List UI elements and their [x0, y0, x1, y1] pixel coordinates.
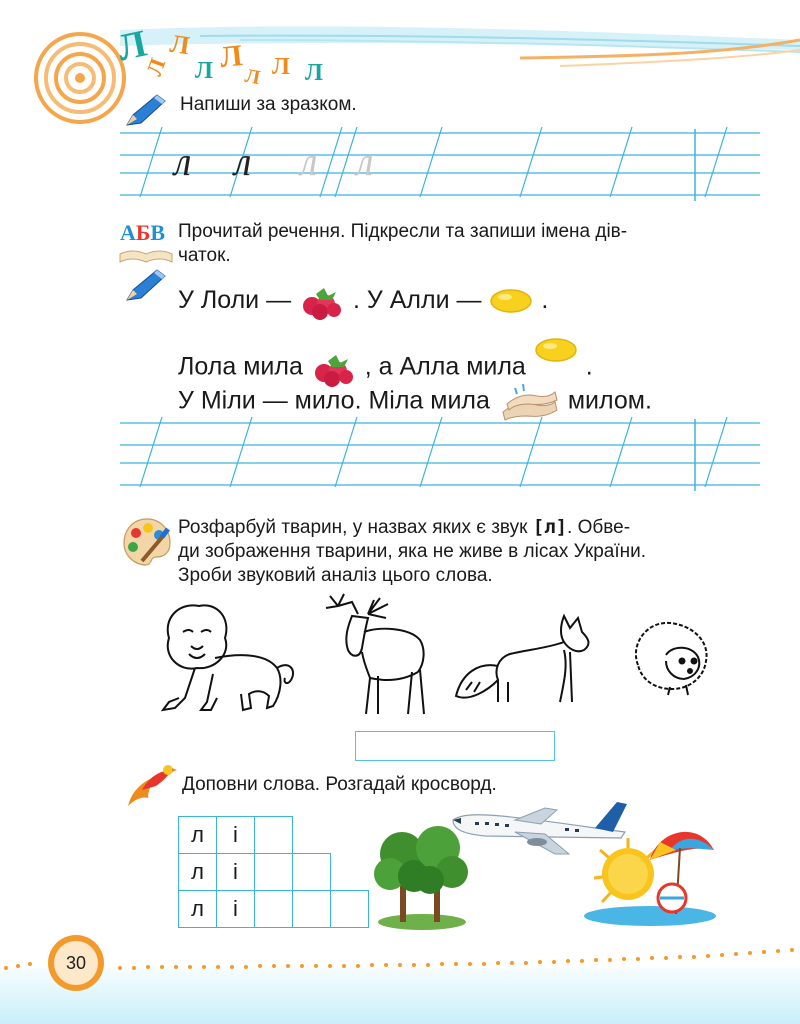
handwriting-lines-2 — [120, 415, 760, 495]
task1-instruction: Напиши за зразком. — [180, 94, 357, 115]
page-number-badge — [48, 935, 104, 991]
sample-letters — [170, 138, 410, 184]
crossword-empty — [293, 817, 331, 854]
raspberry-icon — [310, 353, 358, 383]
lemon-icon — [488, 286, 534, 316]
crossword-cell: л — [179, 891, 217, 928]
lemon-icon — [533, 335, 579, 365]
sentence-2-part-3: . — [585, 352, 593, 381]
page-number: 30 — [54, 941, 98, 985]
moose-image[interactable] — [308, 592, 448, 717]
crossword-cell[interactable] — [293, 854, 331, 891]
crossword-cell: л — [179, 817, 217, 854]
task3-line2: ди зображення тварини, яка не живе в лісах України. — [178, 541, 646, 562]
task3-instruction — [178, 515, 758, 588]
deco-letter: Л — [272, 54, 290, 80]
task3-line1 — [178, 515, 758, 540]
sample-letter: л — [234, 139, 252, 184]
crossword-row — [179, 891, 369, 928]
task2-instruction-line1: Прочитай речення. Підкресли та запиши імена дів- — [178, 221, 628, 242]
task3-line1-b: . Обве- — [567, 517, 631, 538]
sentence-2 — [178, 335, 593, 383]
task3-line3: Зроби звуковий аналіз цього слова. — [178, 565, 493, 586]
sentence-1-part-1: У Лоли — — [178, 286, 292, 314]
palette-icon — [120, 515, 174, 569]
footer-dots — [0, 940, 800, 980]
deco-letter: Л — [113, 22, 151, 70]
crossword-row — [179, 854, 369, 891]
firebird-icon — [122, 760, 178, 810]
sound-label: [л] — [532, 516, 568, 538]
sentence-3-part-1: У Міли — мило. Міла мила — [178, 386, 490, 415]
crossword-row — [179, 817, 369, 854]
crossword-cell: і — [217, 817, 255, 854]
crossword-cell[interactable] — [331, 891, 369, 928]
crossword — [178, 816, 369, 928]
spiral-icon — [30, 28, 130, 128]
raspberry-icon — [298, 286, 346, 316]
sentence-2-part-1: Лола мила — [178, 352, 303, 381]
crossword-cell[interactable] — [293, 891, 331, 928]
crossword-cell[interactable] — [255, 854, 293, 891]
sentence-2-part-2: , а Алла мила — [364, 352, 526, 381]
pen-icon — [123, 268, 167, 304]
task4-instruction: Доповни слова. Розгадай кросворд. — [182, 774, 497, 795]
crossword-cell[interactable] — [255, 817, 293, 854]
crossword-grid — [178, 816, 369, 928]
task2-instruction — [178, 220, 738, 268]
sun-umbrella-image — [580, 820, 720, 928]
hedgehog-image[interactable] — [626, 615, 716, 700]
crossword-cell: л — [179, 854, 217, 891]
crossword-cell: і — [217, 854, 255, 891]
crossword-cell: і — [217, 891, 255, 928]
icon-letters: АБВ — [120, 220, 166, 245]
crossword-empty — [331, 854, 369, 891]
sample-letter-trace: л — [300, 139, 318, 184]
sentence-1-part-3: . — [541, 286, 549, 314]
deco-letter: Л — [305, 60, 323, 86]
task3-line1-a: Розфарбуй тварин, у назвах яких є звук — [178, 517, 533, 538]
sentence-1-part-2: . У Алли — — [353, 286, 482, 314]
sentence-1 — [178, 285, 548, 316]
deco-letter: Л — [141, 54, 171, 79]
deco-letter: Л — [243, 64, 262, 90]
crossword-cell[interactable] — [255, 891, 293, 928]
answer-box[interactable] — [355, 731, 555, 761]
crossword-empty — [331, 817, 369, 854]
book-abv-icon — [118, 220, 174, 264]
fox-image[interactable] — [452, 610, 597, 710]
sample-letter: л — [174, 139, 192, 184]
deco-letter: Л — [218, 38, 244, 75]
deco-letter: Л — [195, 58, 213, 84]
sample-letter-trace: л — [356, 139, 374, 184]
sentence-3-part-2: милом. — [567, 386, 652, 415]
deco-letter: Л — [168, 28, 192, 61]
task2-instruction-line2: чаток. — [178, 245, 231, 266]
lion-image[interactable] — [155, 598, 300, 718]
pen-icon — [123, 93, 167, 129]
